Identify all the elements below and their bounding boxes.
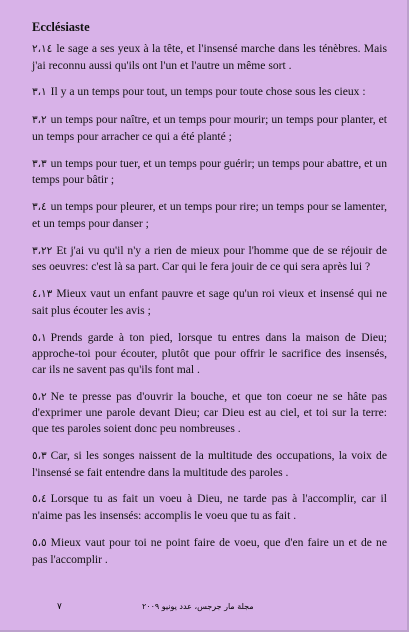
verse-reference: ٥،١ xyxy=(32,331,47,344)
verse xyxy=(32,156,387,188)
verse-reference: ٢،١٤ xyxy=(32,43,53,55)
verse-reference: ٣،٤ xyxy=(32,201,47,214)
verse-reference: ٣،٢٢ xyxy=(32,244,53,257)
footer-note: مجلة مار جرجس، عدد يونيو ٢٠٠٩ xyxy=(142,602,254,611)
verse xyxy=(32,41,387,73)
verse-reference: ٤،١٣ xyxy=(32,288,53,301)
verse-reference: ٥،٣ xyxy=(32,449,47,462)
verse xyxy=(32,243,387,275)
verse xyxy=(32,330,387,378)
verse-reference: ٥،٤ xyxy=(32,493,47,506)
verse-text: Car, si les songes naissent de la multitude des occupations, la voix de l'insensé se fait entendre dans la multitude des paroles . xyxy=(32,448,387,479)
verse-text: le sage a ses yeux à la tête, et l'insensé marche dans les ténèbres. Mais j'ai reconnu aussi qu'ils ont l'un et l'autre un même sort . xyxy=(32,42,387,72)
document-title: Ecclésiaste xyxy=(32,20,90,34)
verse-reference: ٣،١ xyxy=(32,86,47,99)
page-content xyxy=(32,20,387,578)
verse-text: un temps pour pleurer, et un temps pour rire; un temps pour se lamenter, et un temps pour danser ; xyxy=(32,200,387,230)
verse-text: Il y a un temps pour tout, un temps pour toute chose sous les cieux : xyxy=(50,85,366,99)
verse-reference: ٣،٢ xyxy=(32,114,47,127)
verse xyxy=(32,84,387,101)
verse-text: Ne te presse pas d'ouvrir la bouche, et que ton coeur ne se hâte pas d'exprimer une parole devant Dieu; car Dieu est au ciel, et toi sur la terre: que tes paroles soient donc peu nombreuses . xyxy=(32,389,387,436)
verse xyxy=(32,491,387,523)
verse xyxy=(32,535,387,567)
verse-reference: ٥،٥ xyxy=(32,536,47,549)
verse-reference: ٣،٣ xyxy=(32,157,47,170)
verse xyxy=(32,199,387,231)
page-footer xyxy=(0,598,407,618)
verse xyxy=(32,286,387,318)
verse-text: Prends garde à ton pied, lorsque tu entres dans la maison de Dieu; approche-toi pour écouter, plutôt que pour offrir le sacrifice des insensés, car ils ne savent pas qu'ils font mal . xyxy=(32,330,387,376)
verse-reference: ٥،٢ xyxy=(32,390,47,403)
verse-text: un temps pour tuer, et un temps pour guérir; un temps pour abattre, et un temps pour bâtir ; xyxy=(32,156,387,187)
verse-text: Mieux vaut un enfant pauvre et sage qu'un roi vieux et insensé qui ne sait plus écouter les avis ; xyxy=(32,287,387,317)
verse-text: Mieux vaut pour toi ne point faire de voeu, que d'en faire un et de ne pas l'accomplir . xyxy=(32,535,387,566)
verse-text: un temps pour naître, et un temps pour mourir; un temps pour planter, et un temps pour arracher ce qui a été planté ; xyxy=(32,113,387,143)
page-number: ٧ xyxy=(57,602,62,612)
verse-text: Lorsque tu as fait un voeu à Dieu, ne tarde pas à l'accomplir, car il n'aime pas les insensés: accomplis le voeu que tu as fait . xyxy=(32,492,387,523)
verse-text: Et j'ai vu qu'il n'y a rien de mieux pour l'homme que de se réjouir de ses oeuvres: c'est là sa part. Car qui le fera jouir de ce qui sera après lui ? xyxy=(32,243,387,274)
verse xyxy=(32,112,387,144)
verse xyxy=(32,448,387,480)
verse xyxy=(32,389,387,437)
